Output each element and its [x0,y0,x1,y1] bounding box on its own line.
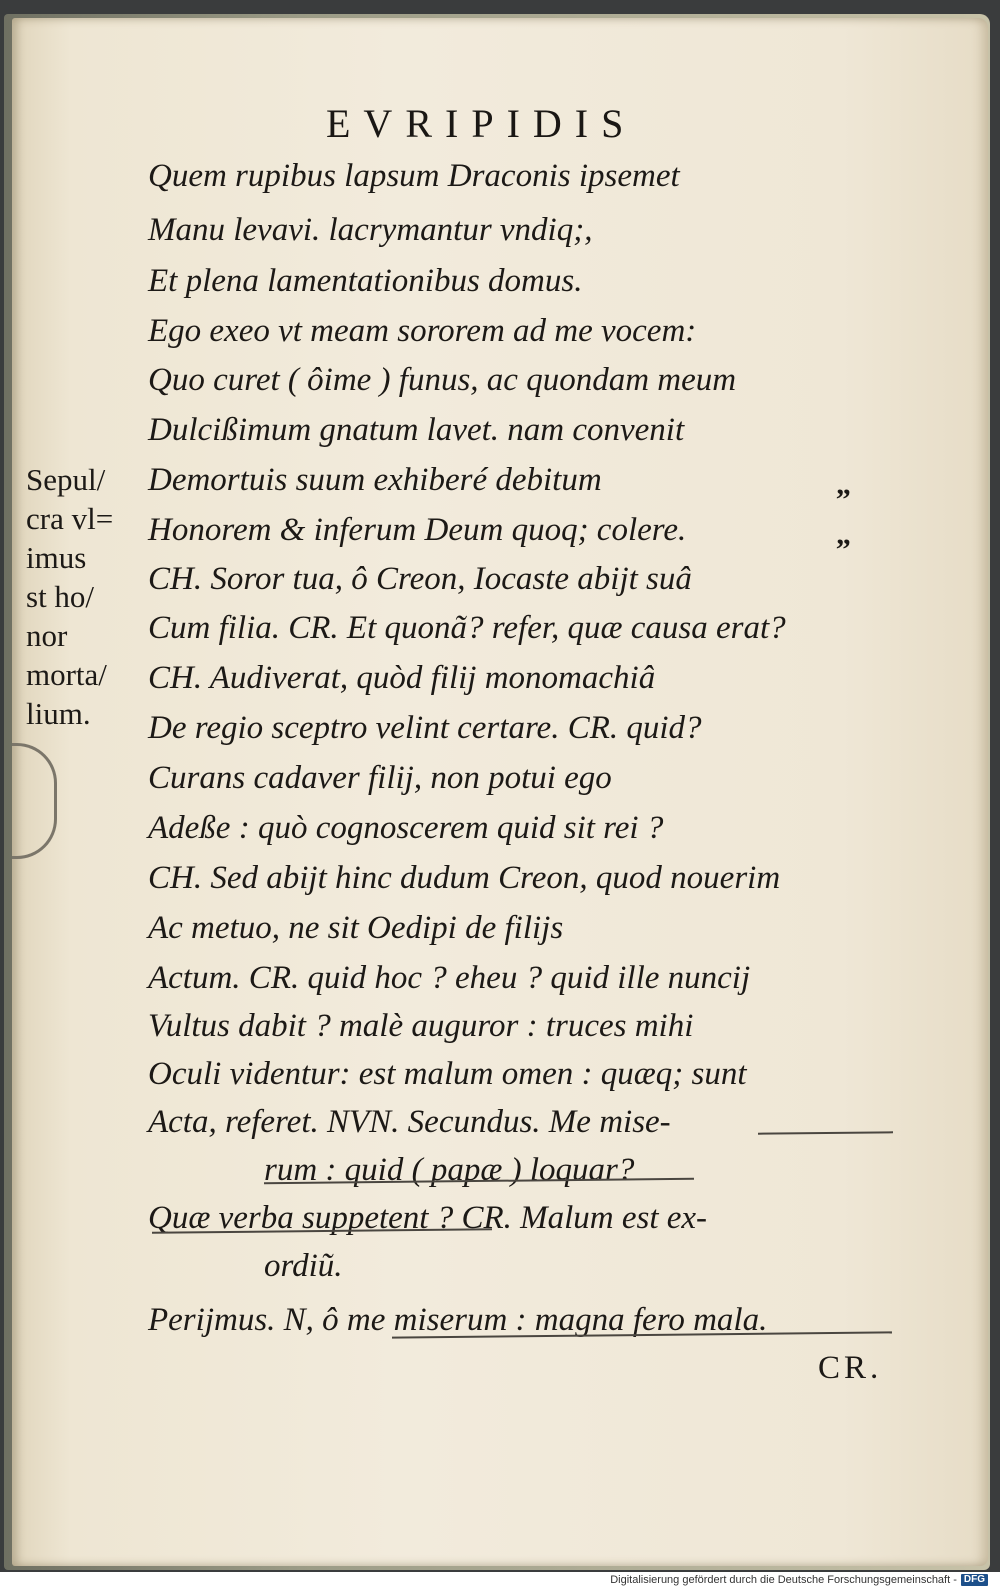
text-line: ordiũ. [264,1248,343,1284]
marginal-note [26,460,146,733]
clasp-mark [12,743,57,859]
text-line: Adeße : quò cognoscerem quid sit rei ? [148,810,664,846]
text-line: Manu levavi. lacrymantur vndiq;, [148,212,593,248]
text-line: Perijmus. N, ô me miserum : magna fero mala. [148,1302,768,1338]
text-line: Quæ verba suppetent ? CR. Malum est ex- [148,1200,708,1236]
marginal-line: st ho/ [26,579,95,614]
text-line: Cum filia. CR. Et quonã? refer, quæ causa erat? [148,610,786,646]
text-line: CH. Sed abijt hinc dudum Creon, quod nouerim [148,860,781,896]
text-line: Dulcißimum gnatum lavet. nam convenit [148,412,685,448]
text-line: Oculi videntur: est malum omen : quæq; sunt [148,1056,747,1092]
text-line: Quo curet ( ôime ) funus, ac quondam meum [148,362,737,398]
text-line: CH. Audiverat, quòd filij monomachiâ [148,660,656,696]
marginal-line: nor [26,618,68,653]
quote-mark: „ [836,518,851,551]
text-line: rum : quid ( papæ ) loquar? [264,1152,635,1188]
marginal-line: morta/ [26,657,107,692]
dfg-logo: DFG [961,1574,988,1586]
catchword: CR. [818,1350,883,1386]
text-line: Vultus dabit ? malè auguror : truces mihi [148,1008,694,1044]
text-line: Acta, referet. NVN. Secundus. Me mise- [148,1104,671,1140]
text-line: Ego exeo vt meam sororem ad me vocem: [148,313,697,349]
marginal-line: imus [26,540,87,575]
text-line: Quem rupibus lapsum Draconis ipsemet [148,158,680,194]
quote-mark: „ [836,468,851,501]
text-line: Actum. CR. quid hoc ? eheu ? quid ille nuncij [148,960,751,996]
marginal-line: cra vl= [26,501,114,536]
footer [610,1572,988,1588]
text-line: Et plena lamentationibus domus. [148,263,583,299]
marginal-line: lium. [26,696,91,731]
book-page [12,18,988,1566]
text-line: Demortuis suum exhiberé debitum [148,462,602,498]
footer-text: Digitalisierung gefördert durch die Deutsche Forschungsgemeinschaft - [610,1574,957,1586]
text-line: CH. Soror tua, ô Creon, Iocaste abijt suâ [148,561,692,597]
marginal-line: Sepul/ [26,462,106,497]
handwritten-underline [758,1131,893,1134]
text-line: Honorem & inferum Deum quoq; colere. [148,512,687,548]
running-head: EVRIPIDIS [326,101,637,146]
text-line: De regio sceptro velint certare. CR. quid? [148,710,702,746]
text-line: Curans cadaver filij, non potui ego [148,760,612,796]
text-line: Ac metuo, ne sit Oedipi de filijs [148,910,564,946]
